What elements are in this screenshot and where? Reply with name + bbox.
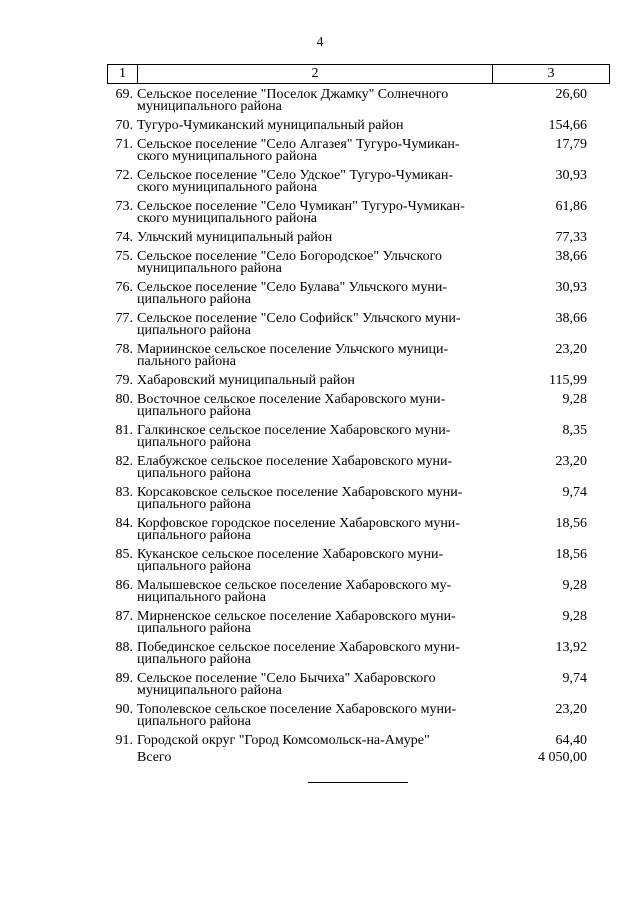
row-value: 23,20 bbox=[555, 454, 587, 469]
row-value: 38,66 bbox=[555, 249, 587, 264]
row-name: Тугуро-Чумиканский муниципальный район bbox=[137, 118, 404, 133]
table-row bbox=[107, 608, 609, 639]
total-value: 4 050,00 bbox=[538, 750, 587, 765]
row-number: 85. bbox=[115, 547, 133, 562]
row-number: 78. bbox=[115, 342, 133, 357]
row-value: 9,28 bbox=[562, 578, 587, 593]
row-number: 73. bbox=[115, 199, 133, 214]
row-name: Побединское сельское поселение Хабаровского муни- ципального района bbox=[137, 640, 460, 667]
table-header bbox=[107, 64, 610, 84]
row-value: 23,20 bbox=[555, 342, 587, 357]
row-value: 61,86 bbox=[555, 199, 587, 214]
table-row bbox=[107, 279, 609, 310]
row-name: Корсаковское сельское поселение Хабаровского муни- ципального района bbox=[137, 485, 463, 512]
header-col-1: 1 bbox=[108, 65, 138, 84]
row-number: 86. bbox=[115, 578, 133, 593]
row-name: Восточное сельское поселение Хабаровского муни- ципального района bbox=[137, 392, 446, 419]
row-value: 9,74 bbox=[562, 485, 587, 500]
table-row bbox=[107, 86, 609, 117]
table-row bbox=[107, 701, 609, 732]
row-name: Галкинское сельское поселение Хабаровского муни- ципального района bbox=[137, 423, 451, 450]
row-number: 83. bbox=[115, 485, 133, 500]
row-name: Сельское поселение "Село Софийск" Ульчского муни- ципального района bbox=[137, 311, 461, 338]
total-label: Всего bbox=[137, 750, 172, 765]
table-row bbox=[107, 117, 609, 136]
row-value: 77,33 bbox=[555, 230, 587, 245]
row-value: 9,28 bbox=[562, 392, 587, 407]
row-number: 77. bbox=[115, 311, 133, 326]
row-name: Малышевское сельское поселение Хабаровского му- ниципального района bbox=[137, 578, 452, 605]
table-row bbox=[107, 341, 609, 372]
row-name: Мариинское сельское поселение Ульчского муници- пального района bbox=[137, 342, 449, 369]
header-col-2: 2 bbox=[138, 65, 493, 84]
table-row bbox=[107, 453, 609, 484]
row-name: Хабаровский муниципальный район bbox=[137, 373, 355, 388]
row-number: 84. bbox=[115, 516, 133, 531]
table-row bbox=[107, 391, 609, 422]
row-number: 71. bbox=[115, 137, 133, 152]
table-row bbox=[107, 670, 609, 701]
table-row bbox=[107, 229, 609, 248]
table-row bbox=[107, 639, 609, 670]
row-number: 74. bbox=[115, 230, 133, 245]
row-name: Мирненское сельское поселение Хабаровского муни- ципального района bbox=[137, 609, 456, 636]
row-value: 23,20 bbox=[555, 702, 587, 717]
row-name: Елабужское сельское поселение Хабаровского муни- ципального района bbox=[137, 454, 453, 481]
row-name: Сельское поселение "Село Богородское" Ульчского муниципального района bbox=[137, 249, 442, 276]
row-name: Сельское поселение "Село Чумикан" Тугуро-Чумикан- ского муниципального района bbox=[137, 199, 465, 226]
table-row bbox=[107, 422, 609, 453]
row-value: 9,74 bbox=[562, 671, 587, 686]
table-row bbox=[107, 167, 609, 198]
row-value: 9,28 bbox=[562, 609, 587, 624]
total-row bbox=[107, 751, 609, 764]
row-name: Городской округ "Город Комсомольск-на-Амуре" bbox=[137, 733, 430, 748]
table-row bbox=[107, 136, 609, 167]
row-number: 88. bbox=[115, 640, 133, 655]
row-name: Сельское поселение "Село Булава" Ульчского муни- ципального района bbox=[137, 280, 448, 307]
table-row bbox=[107, 198, 609, 229]
row-number: 75. bbox=[115, 249, 133, 264]
row-number: 72. bbox=[115, 168, 133, 183]
table-row bbox=[107, 732, 609, 751]
row-name: Тополевское сельское поселение Хабаровского муни- ципального района bbox=[137, 702, 457, 729]
row-value: 154,66 bbox=[548, 118, 587, 133]
row-number: 76. bbox=[115, 280, 133, 295]
table-row bbox=[107, 372, 609, 391]
row-name: Корфовское городское поселение Хабаровского муни- ципального района bbox=[137, 516, 460, 543]
table-row bbox=[107, 546, 609, 577]
row-name: Куканское сельское поселение Хабаровского муни- ципального района bbox=[137, 547, 444, 574]
row-name: Сельское поселение "Село Удское" Тугуро-Чумикан- ского муниципального района bbox=[137, 168, 454, 195]
row-name: Сельское поселение "Село Бычиха" Хабаровского муниципального района bbox=[137, 671, 436, 698]
table-body bbox=[107, 86, 609, 764]
row-number: 87. bbox=[115, 609, 133, 624]
row-value: 38,66 bbox=[555, 311, 587, 326]
row-value: 18,56 bbox=[555, 547, 587, 562]
row-value: 26,60 bbox=[555, 87, 587, 102]
row-number: 69. bbox=[115, 87, 133, 102]
row-number: 91. bbox=[115, 733, 133, 748]
row-value: 115,99 bbox=[549, 373, 587, 388]
row-value: 64,40 bbox=[555, 733, 587, 748]
table-row bbox=[107, 515, 609, 546]
row-value: 17,79 bbox=[555, 137, 587, 152]
row-number: 82. bbox=[115, 454, 133, 469]
row-number: 79. bbox=[115, 373, 133, 388]
closing-rule bbox=[308, 782, 408, 783]
row-value: 13,92 bbox=[555, 640, 587, 655]
row-value: 8,35 bbox=[562, 423, 587, 438]
row-number: 80. bbox=[115, 392, 133, 407]
row-name: Ульчский муниципальный район bbox=[137, 230, 333, 245]
row-number: 81. bbox=[115, 423, 133, 438]
table-row bbox=[107, 310, 609, 341]
row-number: 89. bbox=[115, 671, 133, 686]
row-value: 30,93 bbox=[555, 168, 587, 183]
table-row bbox=[107, 248, 609, 279]
page-number: 4 bbox=[316, 35, 324, 50]
row-number: 70. bbox=[115, 118, 133, 133]
row-number: 90. bbox=[115, 702, 133, 717]
row-value: 30,93 bbox=[555, 280, 587, 295]
header-col-3: 3 bbox=[493, 65, 610, 84]
row-value: 18,56 bbox=[555, 516, 587, 531]
row-name: Сельское поселение "Поселок Джамку" Солнечного муниципального района bbox=[137, 87, 449, 114]
table-row bbox=[107, 577, 609, 608]
table-row bbox=[107, 484, 609, 515]
row-name: Сельское поселение "Село Алгазея" Тугуро-Чумикан- ского муниципального района bbox=[137, 137, 460, 164]
